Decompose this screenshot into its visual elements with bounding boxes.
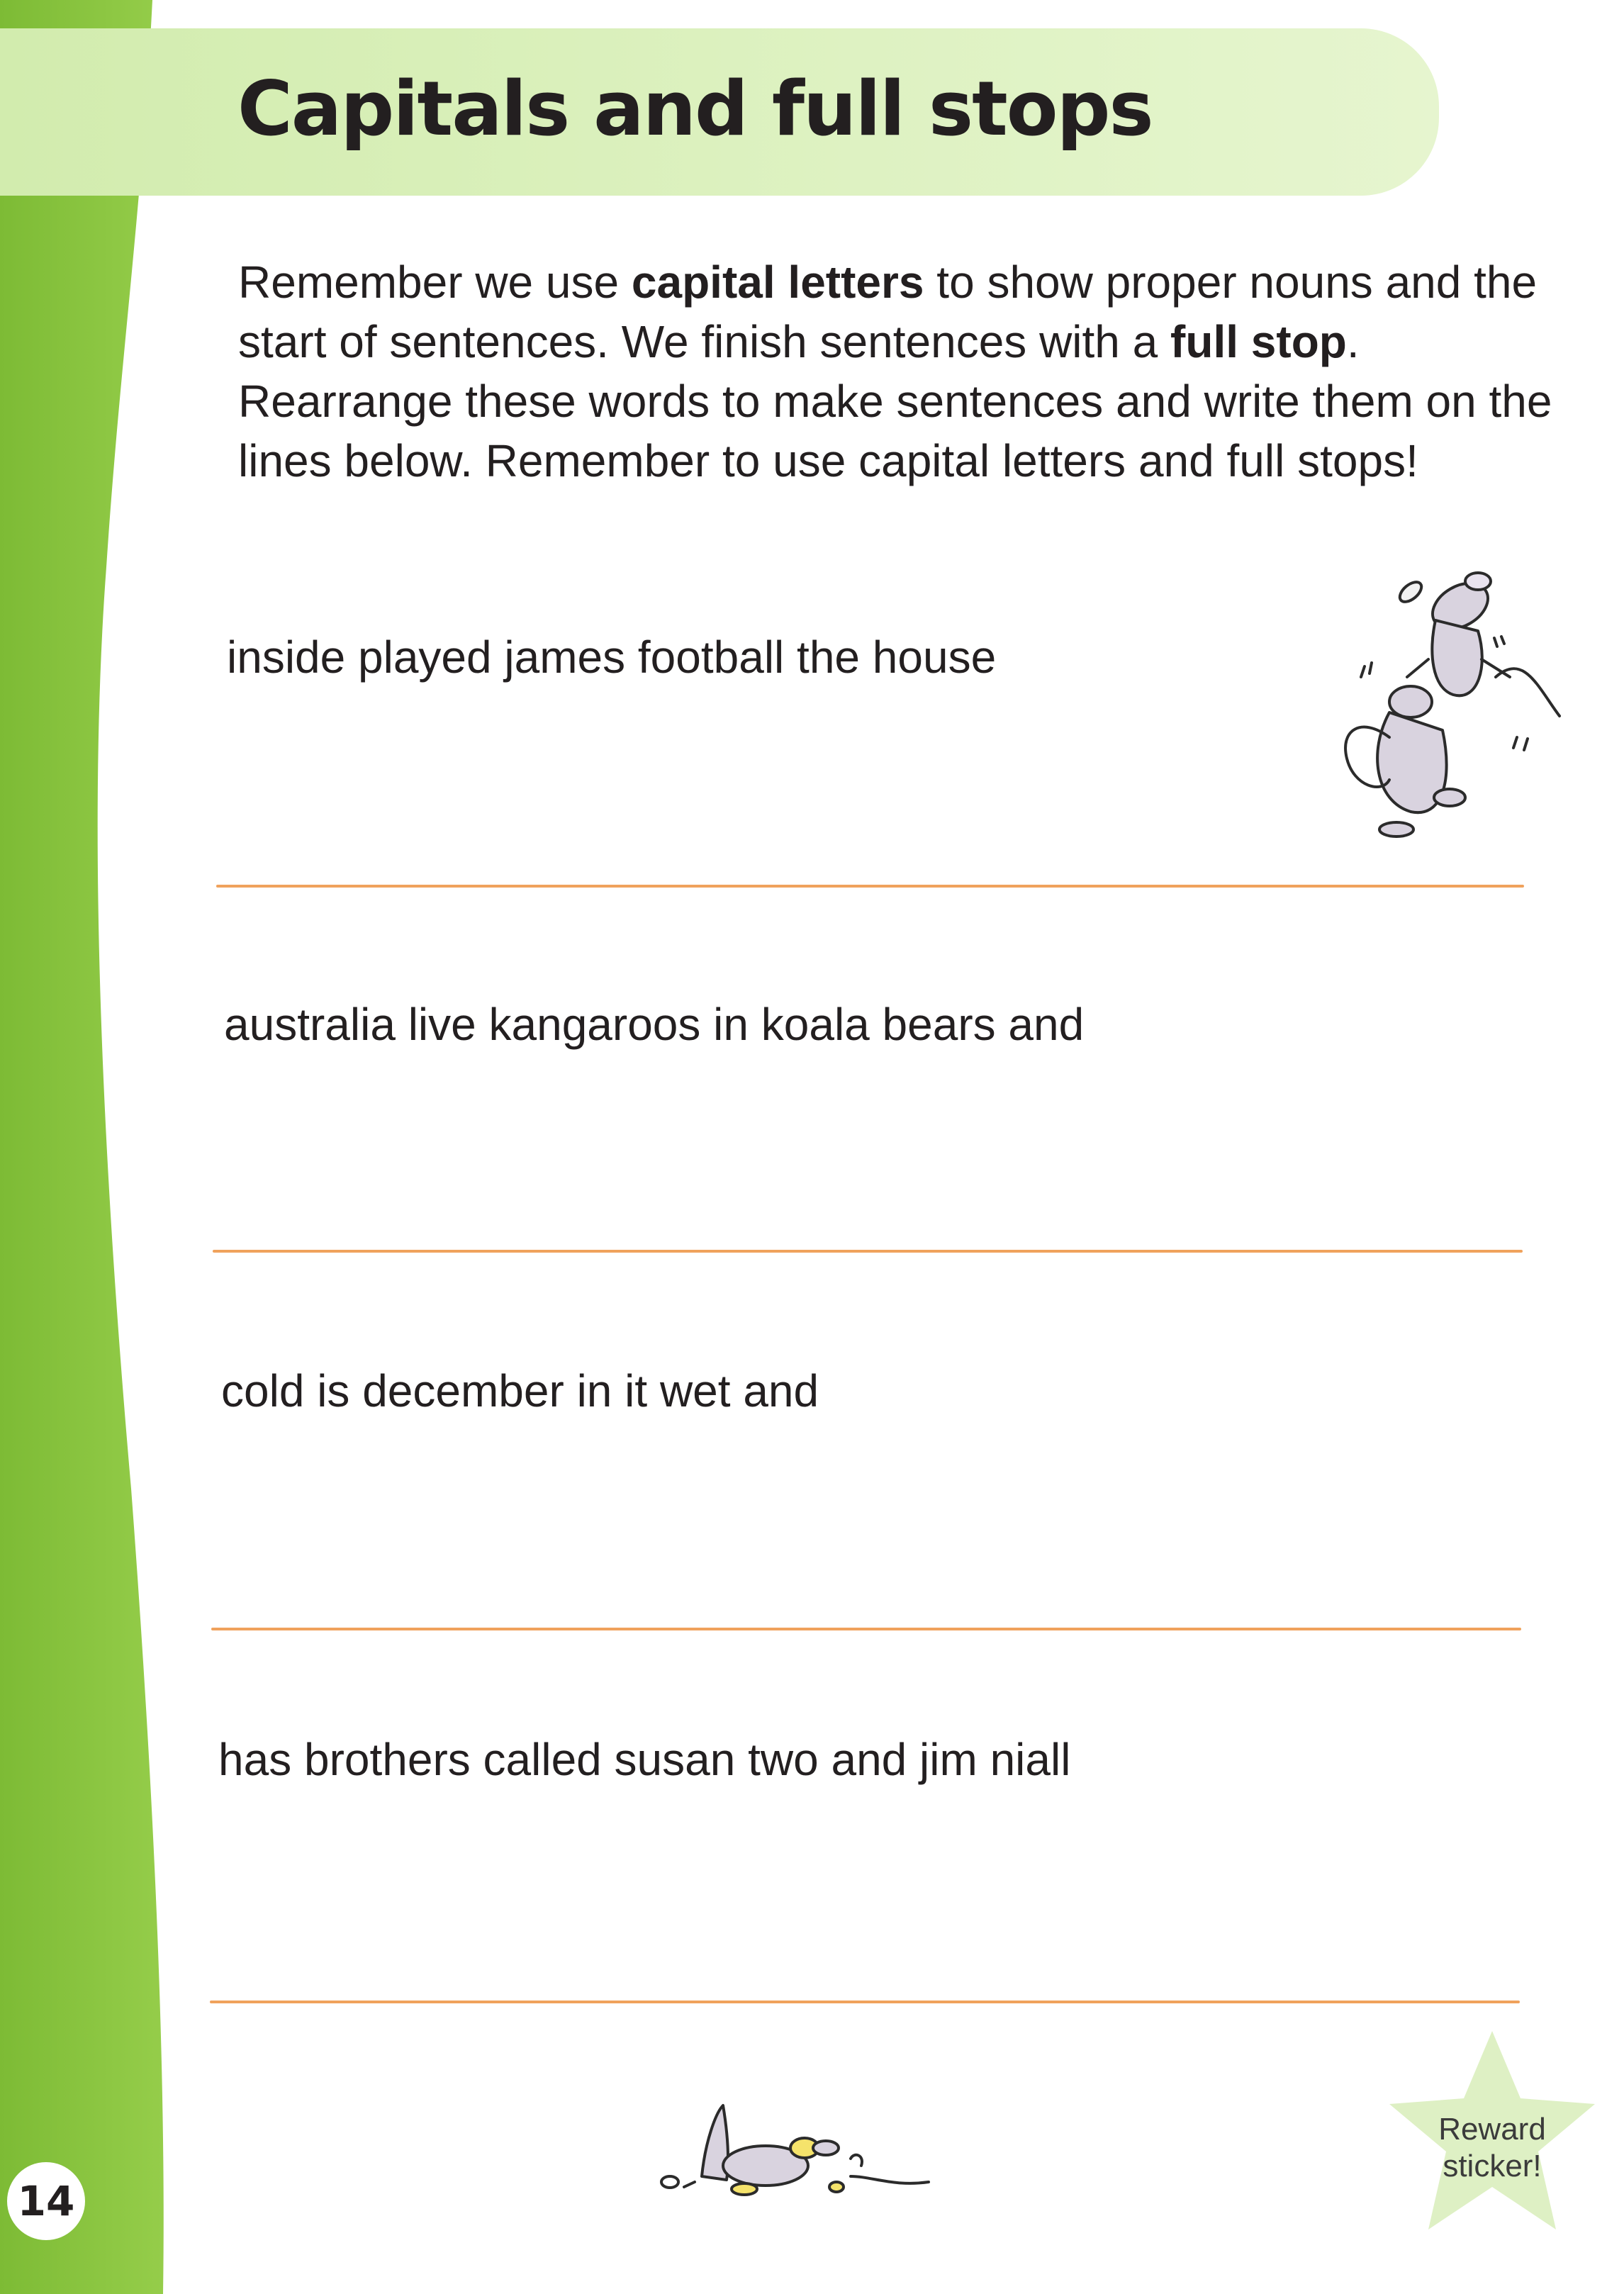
keyword-capital-letters: capital letters (631, 257, 924, 308)
exercise-prompt-3: cold is december in it wet and (221, 1365, 819, 1416)
exercise-prompt-2: australia live kangaroos in koala bears and (224, 999, 1085, 1050)
exercise-prompt-4: has brothers called susan two and jim niall (218, 1734, 1071, 1785)
instructions (238, 252, 1585, 491)
page-title: Capitals and full stops (237, 65, 1153, 152)
side-green-band (0, 0, 184, 2294)
instruction-line-4: lines below. Remember to use capital letters and full stops! (238, 435, 1418, 486)
reward-sticker-label: Reward sticker! (1438, 2112, 1546, 2183)
instruction-line-1: Remember we use capital letters to show proper nouns and the (238, 257, 1538, 308)
exercise-prompt-1: inside played james football the house (227, 632, 997, 683)
answer-line-2[interactable] (213, 1250, 1523, 1253)
keyword-full-stop: full stop (1170, 316, 1347, 367)
sleeping-mouse-illustration (638, 2098, 943, 2205)
answer-line-3[interactable] (211, 1628, 1521, 1630)
answer-line-1[interactable] (216, 885, 1524, 888)
answer-line-4[interactable] (210, 2001, 1520, 2003)
instruction-line-2: start of sentences. We finish sentences with a full stop. (238, 316, 1360, 367)
dancing-mice-illustration (1311, 553, 1567, 851)
page-number: 14 (7, 2162, 85, 2240)
instruction-line-3: Rearrange these words to make sentences and write them on the (238, 376, 1552, 427)
